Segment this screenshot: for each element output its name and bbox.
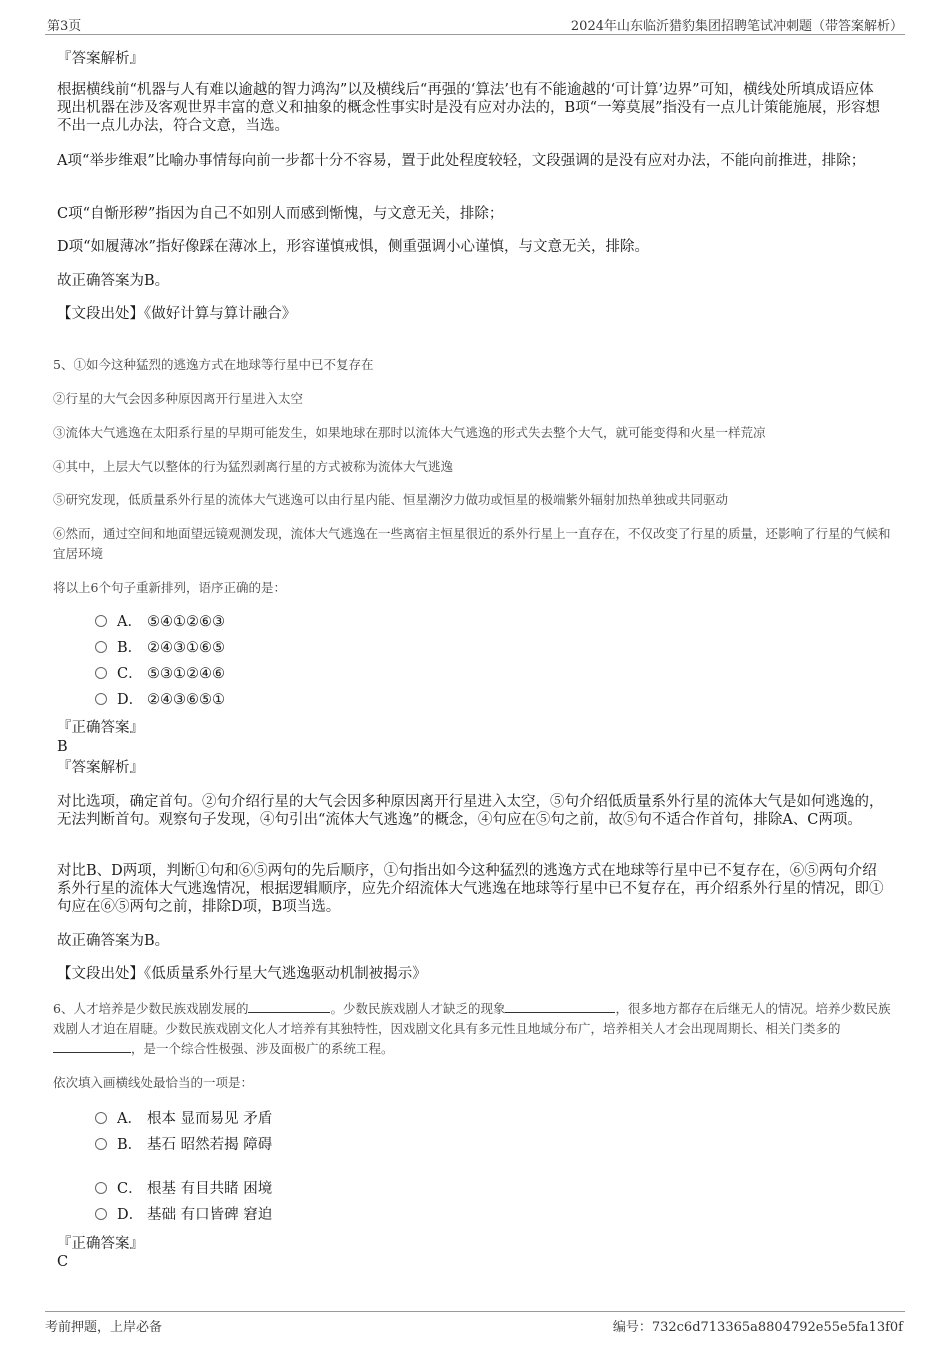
q6-answer-label: 『正确答案』 <box>57 1236 144 1252</box>
radio-icon[interactable] <box>95 1182 107 1194</box>
radio-icon[interactable] <box>95 615 107 627</box>
radio-icon[interactable] <box>95 667 107 679</box>
page-footer <box>45 1311 905 1336</box>
q5-sentence-3: ③流体大气逃逸在太阳系行星的早期可能发生，如果地球在那时以流体大气逃逸的形式失去整个大气，就可能变得和火星一样荒凉 <box>53 425 766 440</box>
blank-3 <box>53 1040 131 1053</box>
q6-option-a[interactable]: A． 根本 显而易见 矛盾 <box>95 1109 272 1129</box>
radio-icon[interactable] <box>95 693 107 705</box>
q5-answer-label: 『正确答案』 <box>57 720 144 736</box>
q5-sentence-4: ④其中，上层大气以整体的行为猛烈剥离行星的方式被称为流体大气逃逸 <box>53 459 454 474</box>
q4-analysis-paragraph-2: A项“举步维艰”比喻办事情每向前一步都十分不容易，置于此处程度较轻，文段强调的是没有应对办法，不能向前推进，排除； <box>57 153 866 169</box>
q5-conclusion: 故正确答案为B。 <box>57 933 170 949</box>
page-header <box>45 14 905 35</box>
q6-stem: 6、人才培养是少数民族戏剧发展的 。少数民族戏剧人才缺乏的现象 ，很多地方都存在后继无人的情况。培养少数民族戏剧人才迫在眉睫。少数民族戏剧文化人才培养有其独特性，因戏剧文化具有多元性且地域分布广，培养相关人才会出现周期长、相关门类多的，是一个综合性极强、涉及面极广的系统工程。 <box>53 1001 891 1056</box>
q5-option-b[interactable]: B． ②④③①⑥⑤ <box>95 638 225 658</box>
q5-option-a[interactable]: A． ⑤④①②⑥③ <box>95 612 225 632</box>
blank-1 <box>248 1000 330 1013</box>
q5-sentence-2: ②行星的大气会因多种原因离开行星进入太空 <box>53 391 304 406</box>
q6-answer: C <box>57 1254 69 1270</box>
q5-analysis-label: 『答案解析』 <box>57 760 144 776</box>
q5-option-c[interactable]: C． ⑤③①②④⑥ <box>95 664 225 684</box>
q5-sentence-5: ⑤研究发现，低质量系外行星的流体大气逃逸可以由行星内能、恒星潮汐力做功或恒星的极端紫外辐射加热单独或共同驱动 <box>53 492 729 507</box>
q5-source: 【文段出处】《低质量系外行星大气逃逸驱动机制被揭示》 <box>57 966 427 982</box>
radio-icon[interactable] <box>95 1112 107 1124</box>
q5-sentence-1: 5、①如今这种猛烈的逃逸方式在地球等行星中已不复存在 <box>53 357 374 372</box>
q5-analysis-paragraph-1: 对比选项，确定首句。②句介绍行星的大气会因多种原因离开行星进入太空，⑤句介绍低质量系外行星的流体大气是如何逃逸的，无法判断首句。观察句子发现，④句引出“流体大气逃逸”的概念，④句应在⑤句之前，故⑤句不适合作首句，排除A、C两项。 <box>57 794 884 828</box>
page-number: 第3页 <box>47 19 82 34</box>
q4-analysis-paragraph-3: C项“自惭形秽”指因为自己不如别人而感到惭愧，与文意无关，排除； <box>57 206 504 222</box>
radio-icon[interactable] <box>95 641 107 653</box>
q5-analysis-paragraph-2: 对比B、D两项，判断①句和⑥⑤两句的先后顺序，①句指出如今这种猛烈的逃逸方式在地球等行星中已不复存在，⑥⑤两句介绍系外行星的流体大气逃逸情况，根据逻辑顺序，应先介绍流体大气逃逸在地球等行星中已不复存在，再介绍系外行星的情况，即①句应在⑥⑤两句之前，排除D项，B项当选。 <box>57 863 884 915</box>
q5-option-d[interactable]: D． ②④③⑥⑤① <box>95 690 225 710</box>
q5-prompt: 将以上6个句子重新排列，语序正确的是： <box>53 580 286 595</box>
q4-source: 【文段出处】《做好计算与算计融合》 <box>57 306 297 322</box>
document-id: 编号：732c6d713365a8804792e55e5fa13f0f <box>612 1320 903 1335</box>
q5-answer: B <box>57 739 68 755</box>
q5-sentence-6: ⑥然而，通过空间和地面望远镜观测发现，流体大气逃逸在一些离宿主恒星很近的系外行星上一直存在，不仅改变了行星的质量，还影响了行星的气候和宜居环境 <box>53 526 891 561</box>
footer-slogan: 考前押题，上岸必备 <box>45 1320 163 1335</box>
q4-analysis-label: 『答案解析』 <box>57 51 144 67</box>
q4-conclusion: 故正确答案为B。 <box>57 273 170 289</box>
radio-icon[interactable] <box>95 1138 107 1150</box>
radio-icon[interactable] <box>95 1208 107 1220</box>
document-title: 2024年山东临沂猎豹集团招聘笔试冲刺题（带答案解析） <box>570 19 903 34</box>
q6-option-b[interactable]: B． 基石 昭然若揭 障碍 <box>95 1135 272 1155</box>
q4-analysis-paragraph-1: 根据横线前“机器与人有难以逾越的智力鸿沟”以及横线后“再强的‘算法’也有不能逾越的‘可计算’边界”可知，横线处所填成语应体现出机器在涉及客观世界丰富的意义和抽象的概念性事实时是没有应对办法的，B项“一筹莫展”指没有一点儿计策能施展，形容想不出一点儿办法，符合文意，当选。 <box>57 82 880 134</box>
q6-prompt: 依次填入画横线处最恰当的一项是： <box>53 1075 254 1090</box>
q6-option-c[interactable]: C． 根基 有目共睹 困境 <box>95 1179 272 1199</box>
blank-2 <box>505 1000 615 1013</box>
q4-analysis-paragraph-4: D项“如履薄冰”指好像踩在薄冰上，形容谨慎戒惧，侧重强调小心谨慎，与文意无关，排除。 <box>57 239 649 255</box>
q6-option-d[interactable]: D． 基础 有口皆碑 窘迫 <box>95 1205 272 1225</box>
